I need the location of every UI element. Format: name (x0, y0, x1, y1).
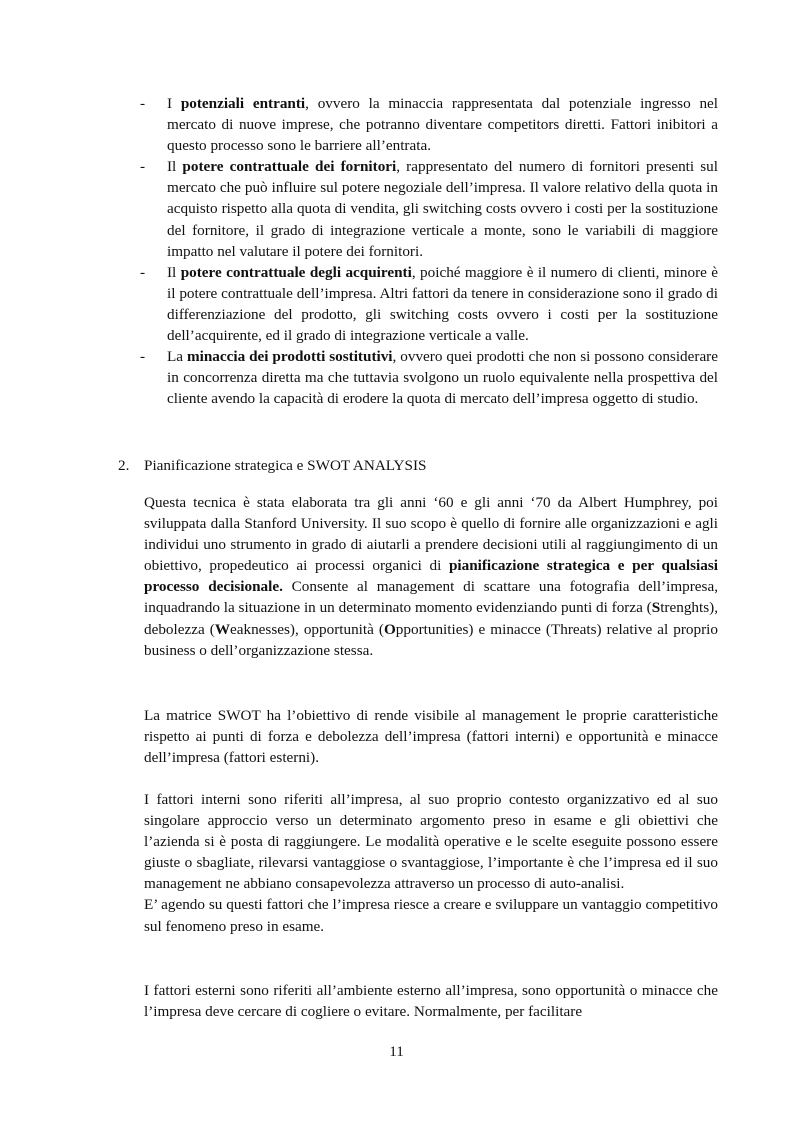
bold-phrase: pianificazione strategica e per qualsiasi processo decisionale. (144, 557, 718, 596)
list-dash: - (140, 158, 146, 176)
paragraph-external-factors: I fattori esterni sono riferiti all’ambiente esterno all’impresa, sono opportunità o minacce che l’impresa deve cercare di cogliere o evitare. Normalmente, per facilitare (144, 982, 718, 1021)
bold-term: potere contrattuale degli acquirenti (180, 263, 412, 281)
bold-term: minaccia dei prodotti sostitutivi (186, 348, 393, 366)
page-number: 11 (389, 1043, 404, 1060)
list-dash: - (140, 95, 146, 112)
list-item: - La minaccia dei prodotti sostitutivi, ovvero quei prodotti che non si possono considerare in concorrenza diretta ma che tuttavia svolgono un ruolo equivalente nella prospettiva del cliente avendo la capacità di erodere la quota di mercato dell’impresa oggetto di studio. (140, 348, 718, 408)
section-number: 2. (118, 457, 130, 474)
list-item: - Il potere contrattuale degli acquirenti, poiché maggiore è il numero di clienti, minore è il potere contrattuale dell’impresa. Altri fattori da tenere in considerazione sono il grado di differenziazione del prodotto, gli switching costs ovvero i costi per la sostituzione dell’acquirente, ed il grado di integrazione verticale a valle. (140, 263, 719, 345)
list-dash: - (140, 348, 146, 366)
section-heading (118, 455, 718, 476)
list-item: - Il potere contrattuale dei fornitori, rappresentato del numero di fornitori presenti sul mercato che può influire sul potere negoziale dell’impresa. Il valore relativo della quota in acquisto rispetto alla quota di vendita, gli switching costs ovvero i costi per la sostituzione del fornitore, il grado di integrazione verticale a monte, sono le variabili di maggiore impatto nel valutare il potere dei fornitori. (140, 158, 718, 260)
bold-term: potere contrattuale dei fornitori (182, 158, 397, 176)
paragraph-swot-matrix: La matrice SWOT ha l’obiettivo di rende visibile al management le proprie caratteristiche rispetto ai punti di forza e debolezza dell’impresa (fattori interni) e opportunità e minacce dell’impresa (fattori esterni). (144, 707, 718, 767)
list-dash: - (140, 263, 146, 281)
bold-term: potenziali entranti (180, 95, 306, 112)
paragraph-swot-intro: Questa tecnica è stata elaborata tra gli anni ‘60 e gli anni ‘70 da Albert Humphrey, poi sviluppata dalla Stanford University. Il suo scopo è quello di fornire alle organizzazioni e agli individui uno strumento in grado di aiutarli a prendere decisioni utili al raggiungimento di un obiettivo, propedeutico ai processi organici di pianificazione strategica e per qualsiasi processo decisionale. Consente al management di scattare una fotografia dell’impresa, inquadrando la situazione in un determinato momento evidenziando punti di forza (Strenghts), debolezza (Weaknesses), opportunità (Opportunities) e minacce (Threats) relative al proprio business o dell’organizzazione stessa. (144, 494, 718, 659)
paragraph-internal-factors: I fattori interni sono riferiti all’impresa, al suo proprio contesto organizzativo ed al suo singolare approccio verso un determinato argomento preso in esame e gli obiettivi che l’azienda si è posta di raggiungere. Le modalità operative e le scelte eseguite possono essere giuste o sbagliate, rilevarsi vantaggiose o svantaggiose, l’importante è che l’impresa ed il suo management ne abbiano consapevolezza attraverso un processo di auto-analisi. E’ agendo su questi fattori che l’impresa riesce a creare e sviluppare un vantaggio competitivo sul fenomeno preso in esame. (144, 791, 718, 935)
section-title: Pianificazione strategica e SWOT ANALYSIS (144, 457, 427, 474)
porter-forces-list (140, 93, 718, 409)
list-item: - I potenziali entranti, ovvero la minaccia rappresentata dal potenziale ingresso nel mercato di nuove imprese, che potranno diventare competitors diretti. Fattori inibitori a questo processo sono le barriere all’entrata. (140, 95, 718, 155)
